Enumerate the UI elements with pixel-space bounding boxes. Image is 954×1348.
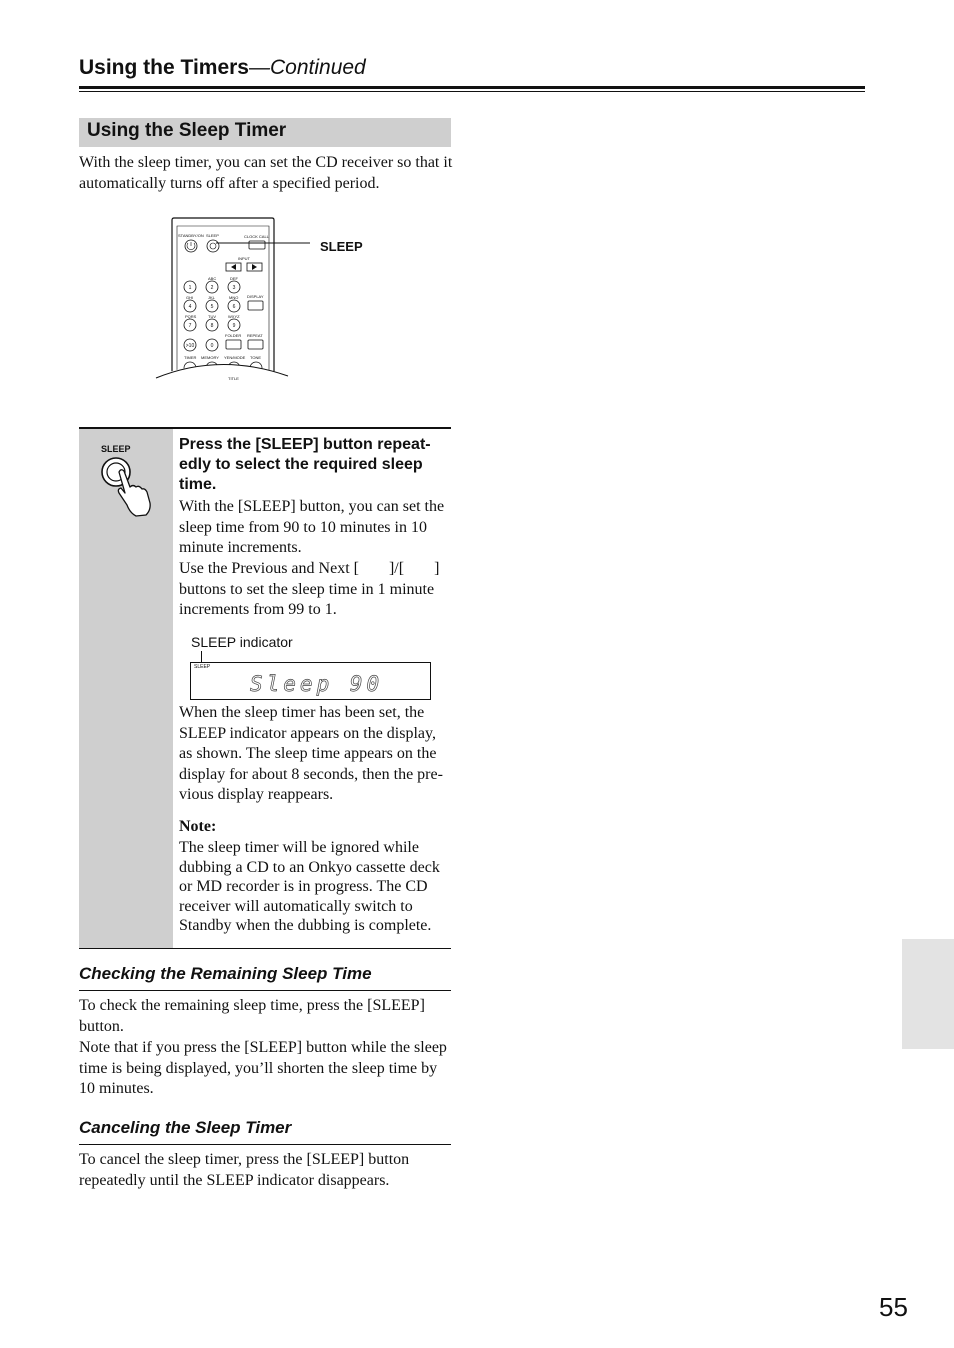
- checking-heading: Checking the Remaining Sleep Time: [79, 964, 372, 983]
- section-intro: With the sleep timer, you can set the CD receiver so that it automatically turns off after a specified period.: [79, 154, 453, 192]
- remote-label-abc: ABC: [208, 276, 217, 281]
- sleep-indicator-leader: [201, 651, 202, 662]
- remote-digit-3: 3: [232, 285, 236, 291]
- remote-digit-8: 8: [210, 323, 214, 329]
- remote-digit-9: 9: [232, 323, 236, 329]
- note-body: The sleep timer will be ignored while dubbing a CD to an Onkyo cassette deck or MD recorder is in progress. The CD receiver will automatically switch to Standby when the dubbing is complete.: [179, 839, 440, 935]
- remote-digit-4: 4: [188, 304, 192, 310]
- header-title-main: Using the Timers: [79, 56, 249, 79]
- remote-label-standby: STANDBY/ON: [178, 233, 204, 238]
- step-p2-part-c: ] buttons to set the sleep time in 1 minute increments from 99 to 1.: [179, 560, 440, 618]
- remote-label-yen-mode: YEN/MODE: [224, 355, 246, 360]
- remote-digit-1: 1: [188, 285, 192, 291]
- remote-sleep-callout: SLEEP: [320, 239, 363, 254]
- remote-label-memory: MEMORY: [201, 355, 219, 360]
- remote-label-mno: MNO: [229, 295, 239, 300]
- step-paragraph-1: With the [SLEEP] button, you can set the sleep time from 90 to 10 minutes in 10 minute increments.: [179, 498, 445, 556]
- sleep-indicator-label: SLEEP indicator: [191, 634, 293, 650]
- step-paragraph-2: [179, 559, 451, 621]
- checking-paragraph-2: Note that if you press the [SLEEP] button while the sleep time is being displayed, you’ll shorten the sleep time by 10 minutes.: [79, 1039, 447, 1097]
- step-p2-part-a: Use the Previous and Next [: [179, 560, 359, 577]
- remote-digit-plus10: >10: [185, 343, 195, 349]
- remote-label-tone: TONE: [250, 355, 262, 360]
- remote-label-clock-call: CLOCK CALL: [244, 234, 269, 239]
- display-sleep-text: Sleep 90: [250, 672, 384, 696]
- page-header-title: [79, 56, 366, 80]
- remote-label-timer: TIMER: [184, 355, 197, 360]
- step-paragraph-3: When the sleep timer has been set, the SLEEP indicator appears on the display, as shown. The sleep time appears on the display for about 8 seconds, then the pre-vious display reappears.: [179, 704, 443, 803]
- remote-label-wxyz: WXYZ: [228, 314, 240, 319]
- checking-rule: [79, 990, 451, 991]
- remote-label-folder: FOLDER: [225, 333, 242, 338]
- display-sleep-tag: SLEEP: [194, 664, 211, 670]
- remote-digit-5: 5: [210, 304, 214, 310]
- checking-paragraph-1: To check the remaining sleep time, press the [SLEEP] button.: [79, 997, 425, 1035]
- remote-label-jkl: JKL: [208, 295, 215, 300]
- header-rule-thin: [79, 91, 865, 92]
- remote-label-sleep: SLEEP: [206, 233, 219, 238]
- section-title: Using the Sleep Timer: [87, 120, 287, 141]
- remote-label-def: DEF: [230, 276, 238, 281]
- canceling-paragraph: To cancel the sleep timer, press the [SLEEP] button repeatedly until the SLEEP indicator disappears.: [79, 1151, 410, 1189]
- remote-digit-0: 0: [210, 343, 214, 349]
- header-rule-thick: [79, 86, 865, 89]
- remote-digit-6: 6: [232, 304, 236, 310]
- remote-label-pqrs: PQRS: [185, 314, 197, 319]
- step-heading: Press the [SLEEP] button repeat-edly to select the required sleep time.: [179, 436, 431, 493]
- canceling-heading: Canceling the Sleep Timer: [79, 1118, 292, 1137]
- chapter-side-tab: [902, 939, 954, 1049]
- remote-control-illustration: [150, 212, 310, 388]
- press-sleep-button-icon: [93, 453, 157, 521]
- remote-label-repeat: REPEAT: [247, 333, 263, 338]
- sleep-button-label: SLEEP: [101, 444, 131, 454]
- remote-digit-7: 7: [188, 323, 192, 329]
- remote-label-input: INPUT: [238, 256, 250, 261]
- header-title-continued: —Continued: [249, 56, 366, 79]
- remote-label-display: DISPLAY: [247, 294, 264, 299]
- step-bottom-rule: [79, 948, 451, 949]
- page-number: 55: [879, 1292, 908, 1322]
- remote-label-tuv: TUV: [208, 314, 216, 319]
- canceling-rule: [79, 1144, 451, 1145]
- remote-label-title: TITLE: [228, 376, 239, 381]
- step-p2-part-b: ]/[: [388, 560, 405, 577]
- remote-digit-2: 2: [210, 285, 214, 291]
- note-heading: Note:: [179, 818, 217, 835]
- remote-label-ghi: GHI: [186, 295, 194, 300]
